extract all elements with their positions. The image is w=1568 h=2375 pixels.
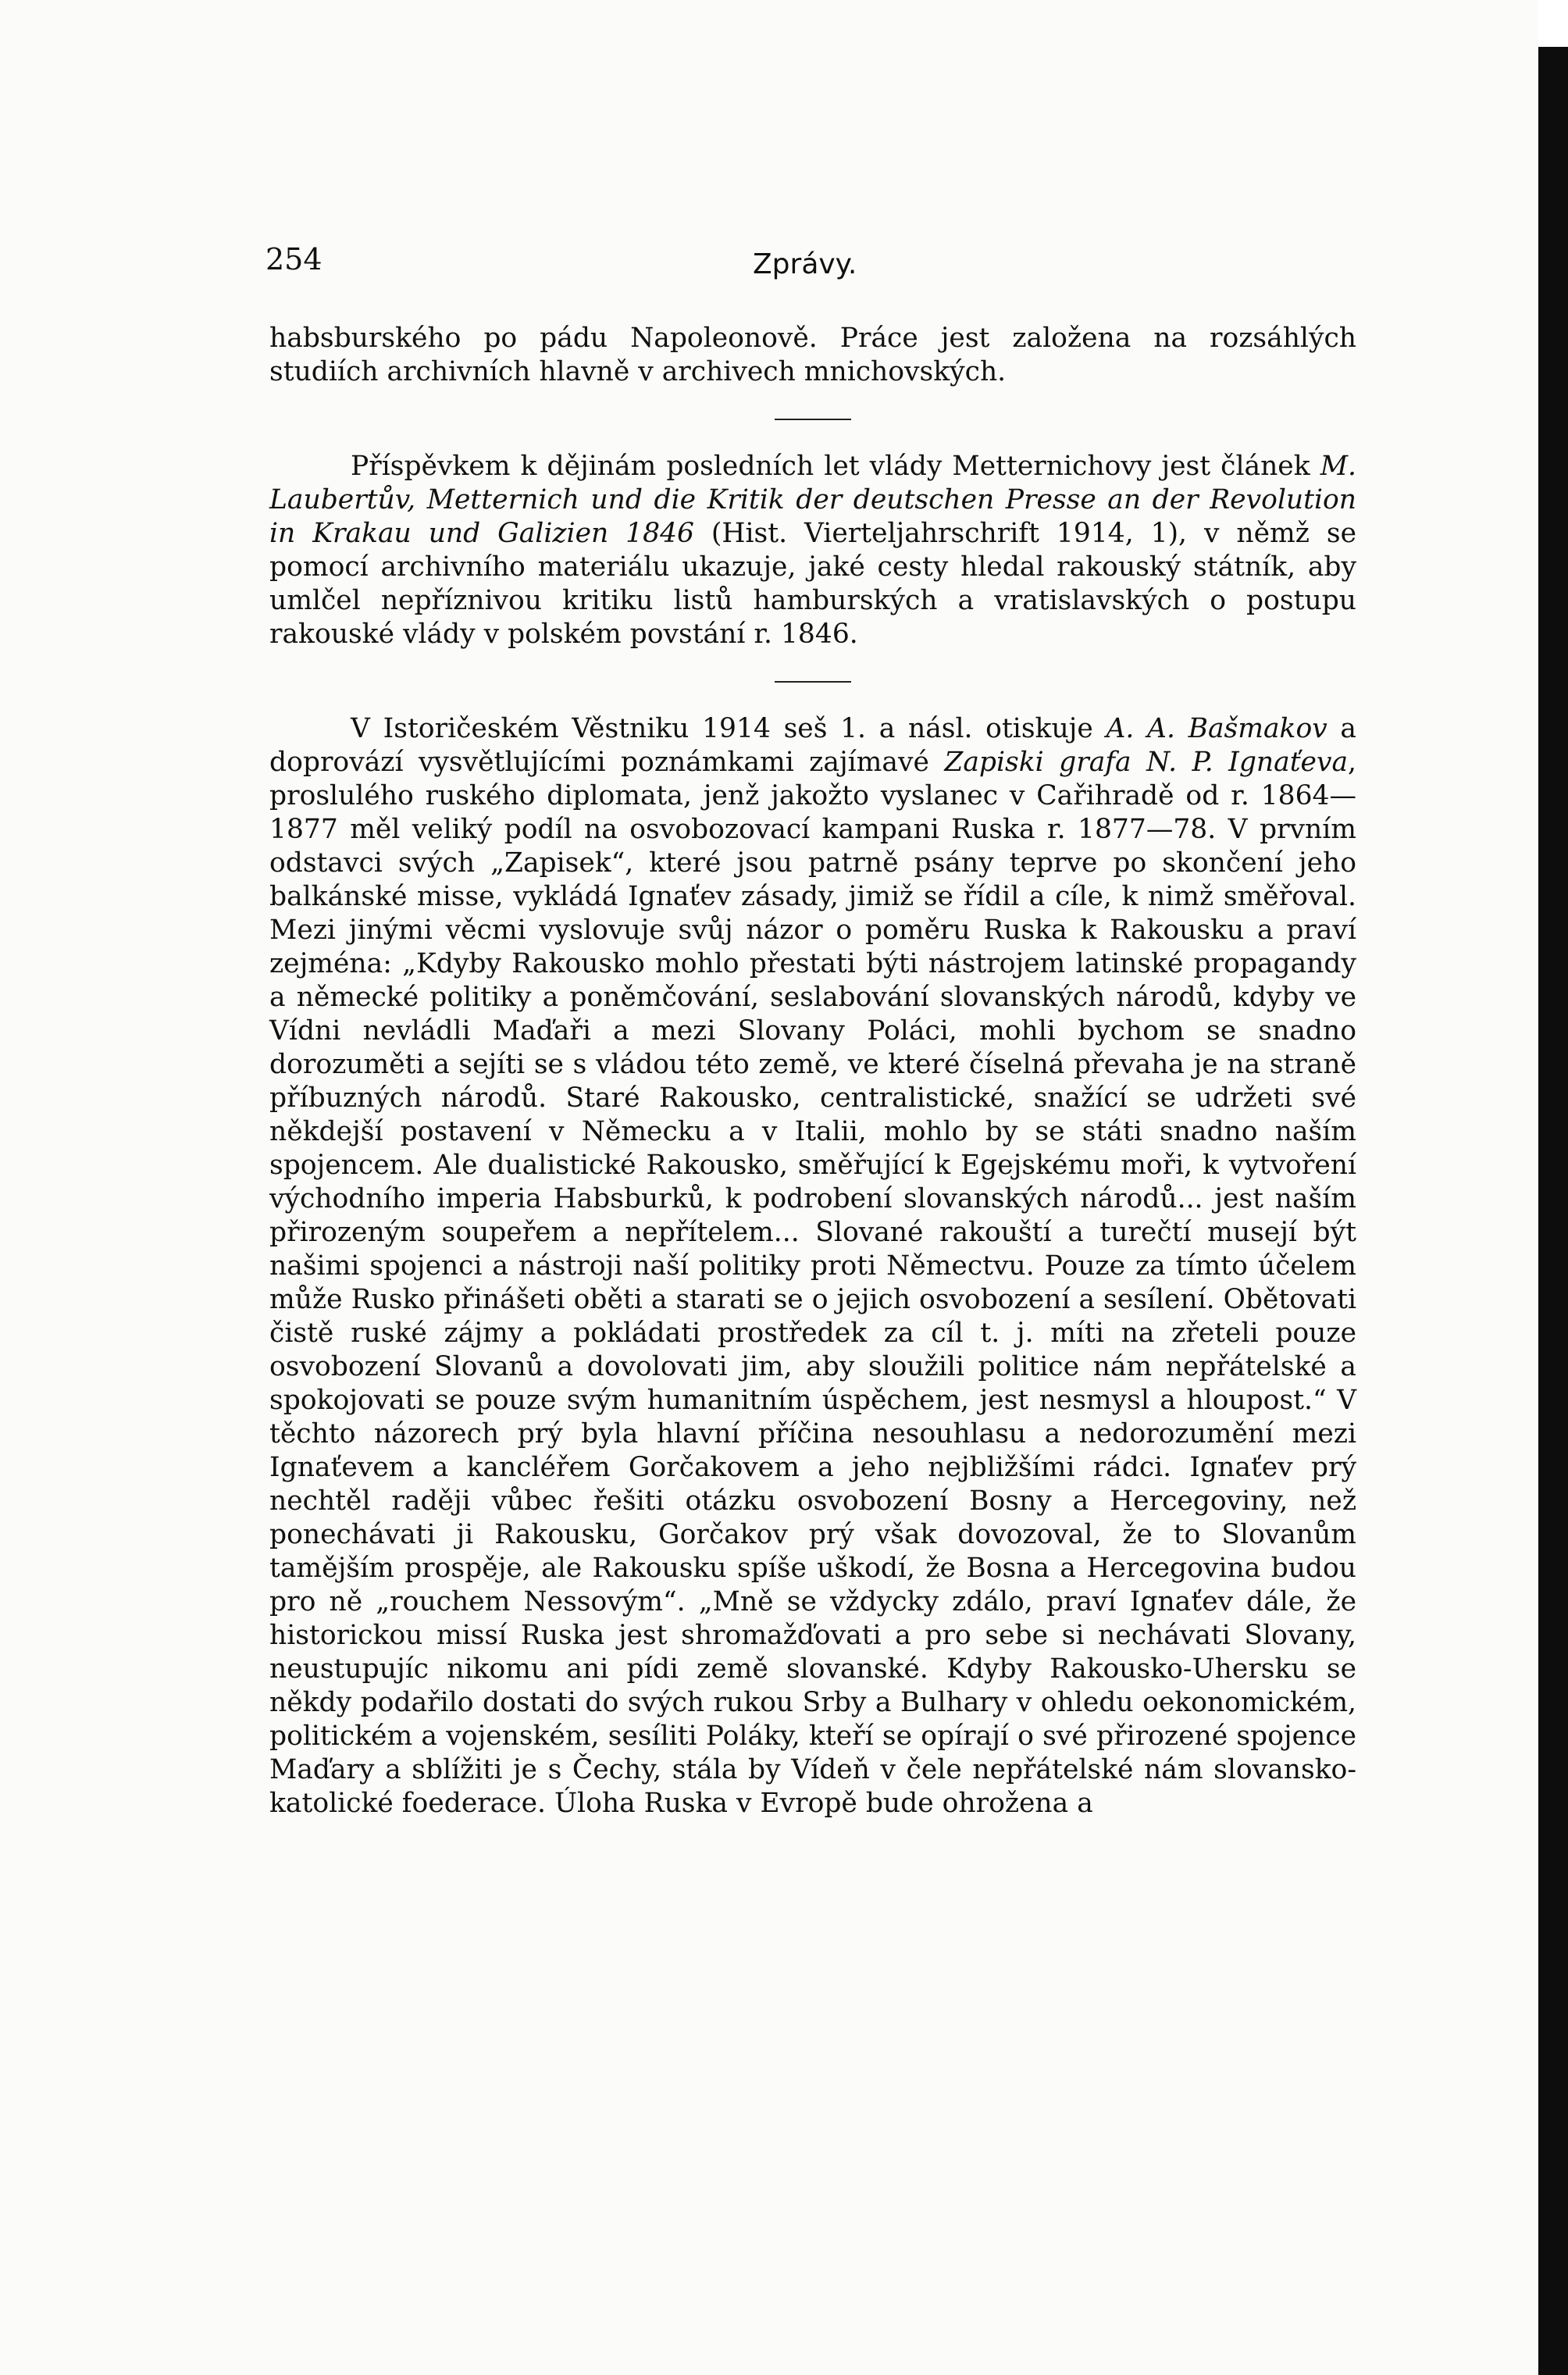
author-name: A. A. Bašmakov (1106, 713, 1327, 744)
section-divider (775, 681, 851, 683)
paragraph-2 (269, 450, 1356, 651)
paragraph-1: habsburského po pádu Napoleonově. Práce jest založena na rozsáhlých studiích archivních hlavně v archivech mnichovských. (269, 323, 1356, 387)
scan-margin (1538, 0, 1568, 47)
paragraph-2-text: Příspěvkem k dějinám posledních let vlády Metternichovy jest článek (351, 451, 1320, 482)
paragraph-3-text-cont: a doprovází vysvětlujícími poznámkami zajímavé (269, 713, 1356, 778)
body-text (269, 322, 1356, 1820)
paragraph-3 (269, 712, 1356, 1820)
scan-edge (1538, 47, 1568, 2375)
paragraph-3-text: V Istoričeském Věstniku 1914 seš 1. a násl. otiskuje (351, 713, 1107, 744)
page-number: 254 (265, 242, 323, 276)
cited-work-title: Zapiski grafa N. P. Ignaťeva (944, 747, 1349, 778)
cited-work-title: M. Laubertův, Metternich und die Kritik der deutschen Presse an der Revolution in Krakau und Galizien 1846 (269, 451, 1356, 549)
running-title: Zprávy. (753, 248, 857, 280)
section-divider (775, 419, 851, 420)
paragraph-2-text-cont: (Hist. Vierteljahrschrift 1914, 1), v němž se pomocí archivního materiálu ukazuje, jaké cesty hledal rakouský státník, aby umlčel nepříznivou kritiku listů hamburských a vratislavských o postupu rakouské vlády v polském povstání r. 1846. (269, 518, 1356, 650)
paragraph-3-text-body: , proslulého ruského diplomata, jenž jakožto vyslanec v Cařihradě od r. 1864—1877 měl veliký podíl na osvobozovací kampani Ruska r. 1877—78. V prvním odstavci svých „Zapisek“, které jsou patrně psány teprve po skončení jeho balkánské misse, vykládá Ignaťev zásady, jimiž se řídil a cíle, k nimž směřoval. Mezi jinými věcmi vyslovuje svůj názor o poměru Ruska k Rakousku a praví zejména: „Kdyby Rakousko mohlo přestati býti nástrojem latinské propagandy a německé politiky a poněmčování, seslabování slovanských národů, kdyby ve Vídni nevládli Maďaři a mezi Slovany Poláci, mohli bychom se snadno dorozuměti a sejíti se s vládou této země, ve které číselná převaha je na straně příbuzných národů. Staré Rakousko, centralistické, snažící se udržeti své někdejší postavení v Německu a v Italii, mohlo by se státi snadno naším spojencem. Ale dualistické Rakousko, směřující k Egejskému moři, k vytvoření východního imperia Habsburků, k podrobení slovanských národů... jest naším přirozeným soupeřem a nepřítelem... Slované rakouští a turečtí musejí být našimi spojenci a nástroji naší politiky proti Němectvu. Pouze za tímto účelem může Rusko přinášeti oběti a starati se o jejich osvobození a sesílení. Obětovati čistě ruské zájmy a pokládati prostředek za cíl t. j. míti na zřeteli pouze osvobození Slovanů a dovolovati jim, aby sloužili politice nám nepřátelské a spokojovati se pouze svým humanitním úspěchem, jest nesmysl a hloupost.“ V těchto názorech prý byla hlavní příčina nesouhlasu a nedorozumění mezi Ignaťevem a kancléřem Gorčakovem a jeho nejbližšími rádci. Ignaťev prý nechtěl raději vůbec řešiti otázku osvobození Bosny a Hercegoviny, než ponechávati ji Rakousku, Gorčakov prý však dovozoval, že to Slovanům tamějším prospěje, ale Rakousku spíše uškodí, že Bosna a Hercegovina budou pro ně „rouchem Nessovým“. „Mně se vždycky zdálo, praví Ignaťev dále, že historickou missí Ruska jest shromažďovati a pro sebe si nechávati Slovany, neustupujíc nikomu ani pídi země slovanské. Kdyby Rakousko-Uhersku se někdy podařilo dostati do svých rukou Srby a Bulhary v ohledu oekonomickém, politickém a vojenském, sesíliti Poláky, kteří se opírají o své přirozené spojence Maďary a sblížiti je s Čechy, stála by Vídeň v čele nepřátelské nám slovansko-katolické foederace. Úloha Ruska v Evropě bude ohrožena a (269, 747, 1356, 1819)
